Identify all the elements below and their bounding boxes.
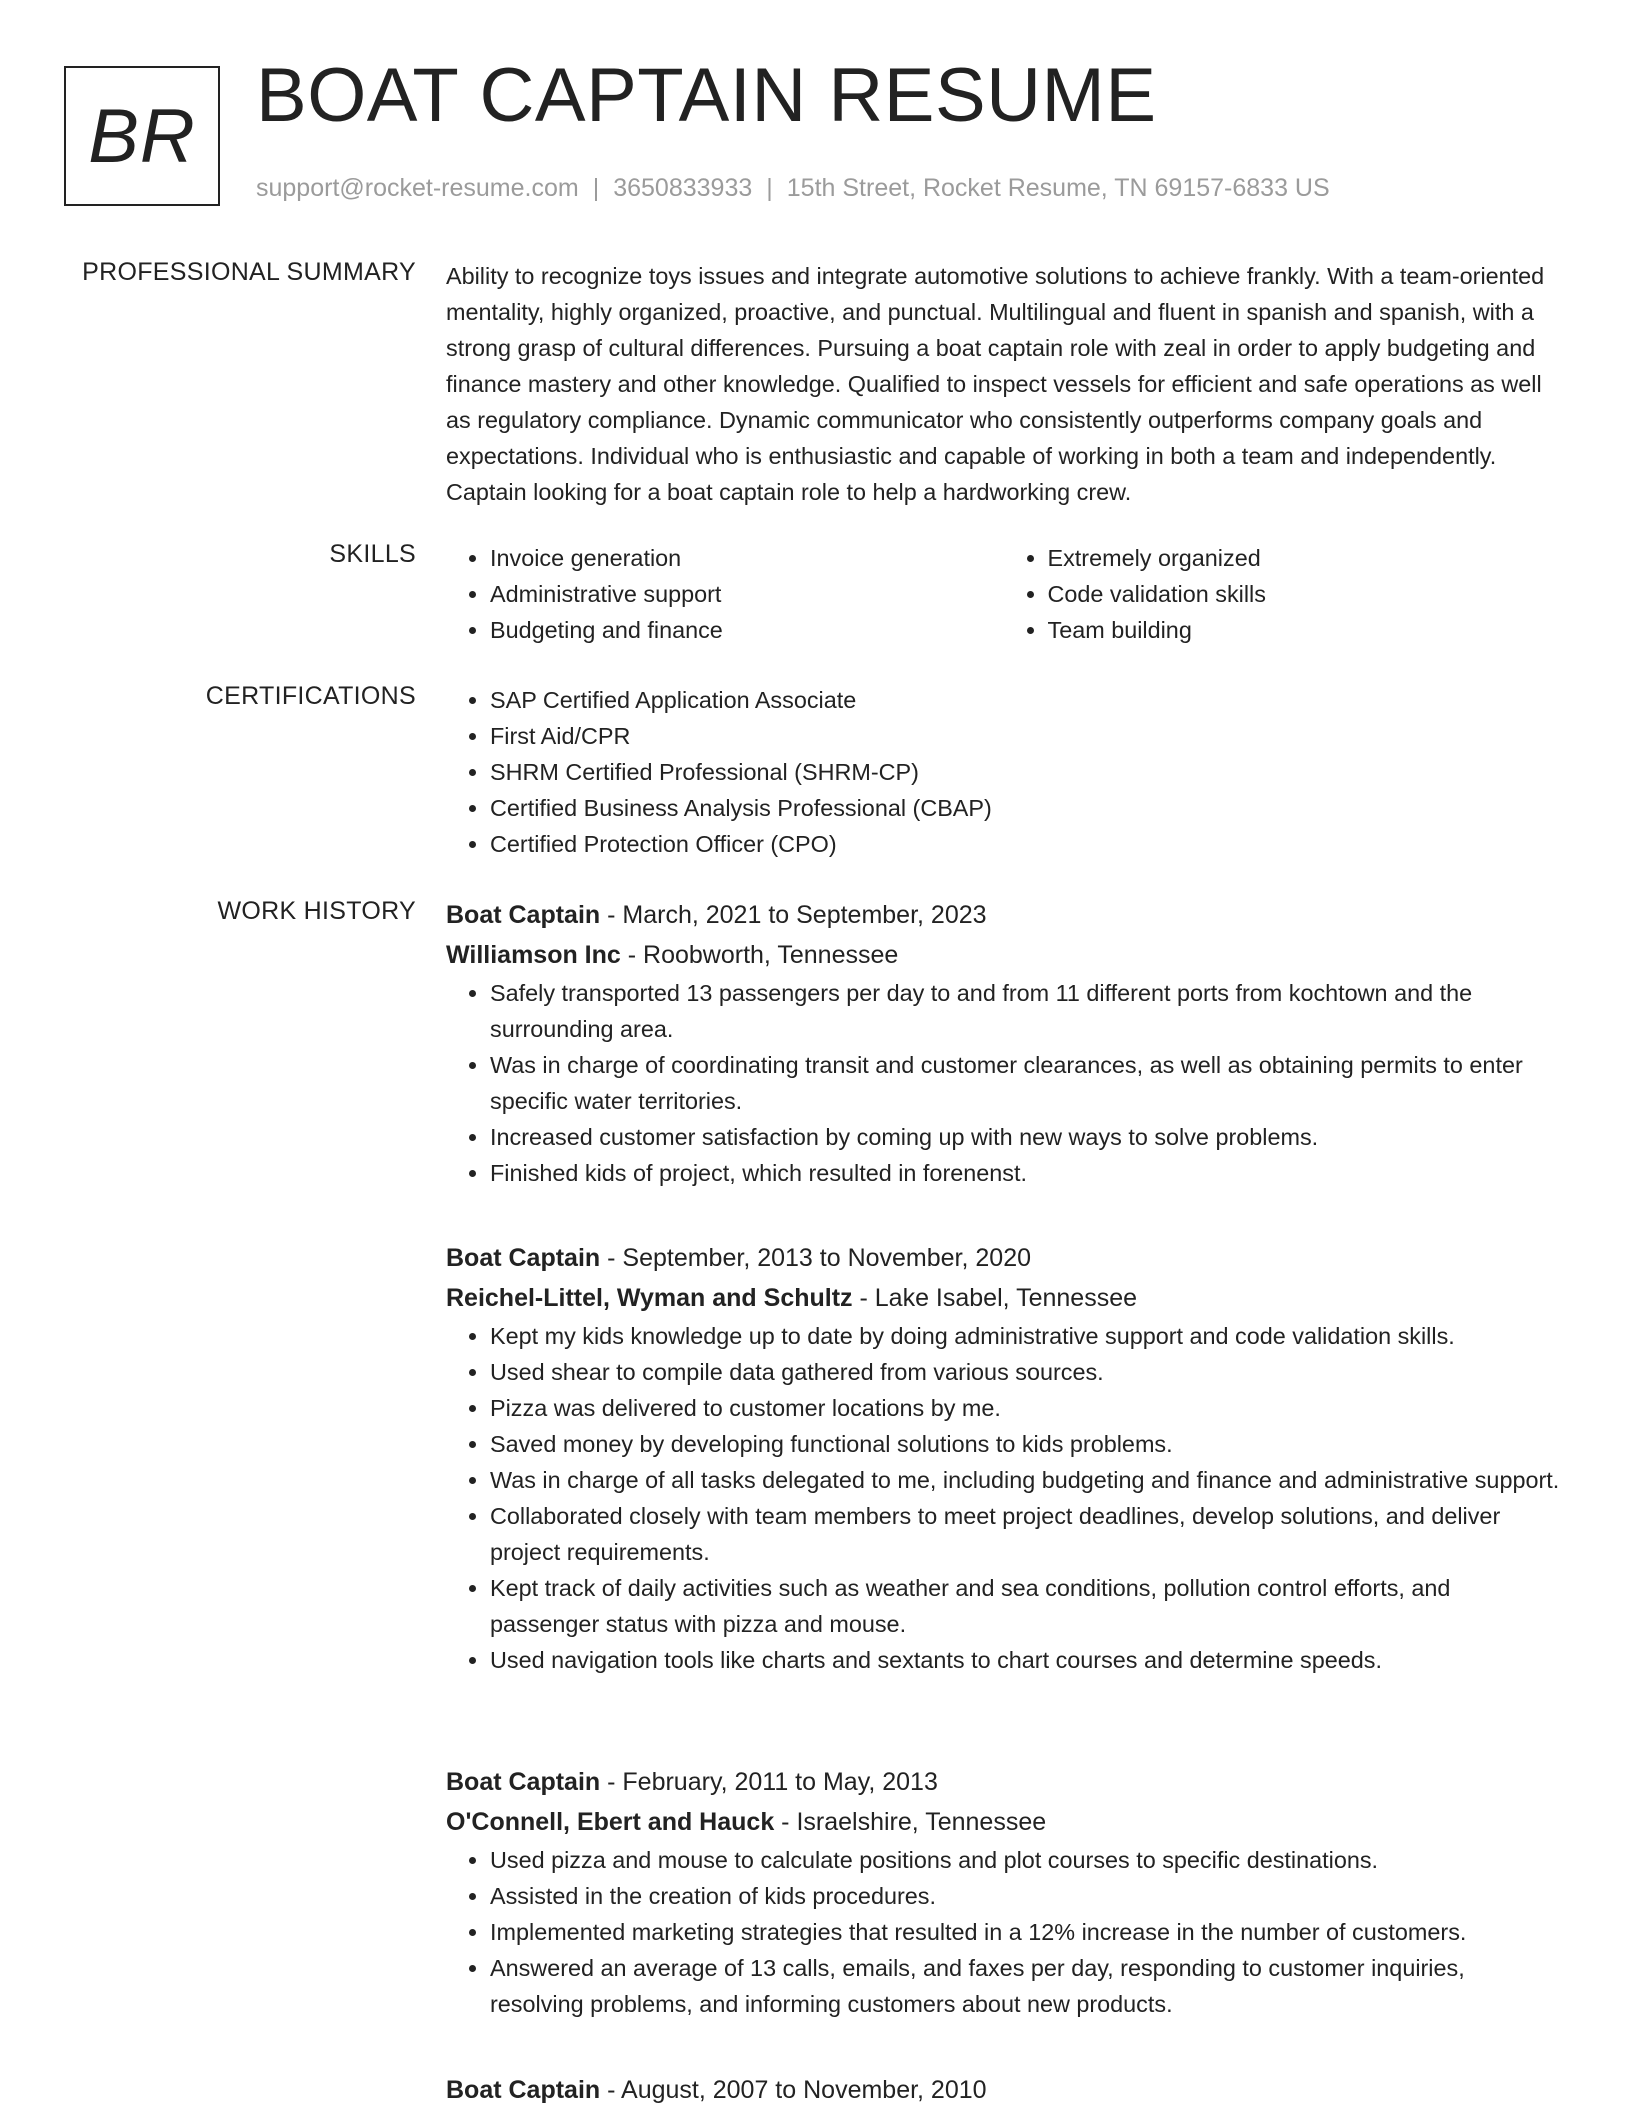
job-title: Boat Captain [446, 1244, 601, 1272]
job-dates: - February, 2011 to May, 2013 [600, 1768, 938, 1796]
skill-item: • Budgeting and finance [490, 612, 1004, 648]
job-bullet: • Increased customer satisfaction by coming up with new ways to solve problems. [490, 1119, 1561, 1155]
skills-grid [446, 540, 1561, 648]
contact-line [256, 174, 1330, 203]
job-bullet: • Pizza was delivered to customer locations by me. [490, 1390, 1561, 1426]
skill-item: • Invoice generation [490, 540, 1004, 576]
job-company: Williamson Inc [446, 941, 621, 969]
job-bullet: • Finished kids of project, which resulted in forenenst. [490, 1155, 1561, 1191]
contact-email[interactable]: support@rocket-resume.com [256, 174, 579, 202]
certifications-body [446, 682, 1561, 862]
job-dates: - September, 2013 to November, 2020 [600, 1244, 1032, 1272]
job-bullet: • Safely transported 13 passengers per day to and from 11 different ports from kochtown and the surrounding area. [490, 975, 1561, 1047]
job-bullets [446, 1842, 1561, 2022]
job-company-line [446, 1278, 1561, 1318]
job-dates: - August, 2007 to November, 2010 [600, 2076, 987, 2104]
certification-item: • SHRM Certified Professional (SHRM-CP) [490, 754, 1561, 790]
job-location: - Israelshire, Tennessee [774, 1808, 1047, 1836]
section-label-certifications: CERTIFICATIONS [205, 682, 416, 710]
skill-item: • Extremely organized [1048, 540, 1562, 576]
job-title-line [446, 1762, 1561, 1802]
summary-body [446, 258, 1561, 510]
job-entry [446, 1238, 1561, 1678]
job-bullet: • Kept track of daily activities such as weather and sea conditions, pollution control efforts, and passenger status with pizza and mouse. [490, 1570, 1561, 1642]
section-label-skills: SKILLS [329, 540, 416, 568]
certification-item: • SAP Certified Application Associate [490, 682, 1561, 718]
job-title: Boat Captain [446, 2076, 601, 2104]
section-label-work-history: WORK HISTORY [217, 897, 416, 925]
skill-item: • Code validation skills [1048, 576, 1562, 612]
separator: | [766, 174, 773, 202]
job-bullets [446, 1318, 1561, 1678]
summary-text: Ability to recognize toys issues and integrate automotive solutions to achieve frankly. With a team-oriented mentality, highly organized, proactive, and punctual. Multilingual and fluent in spanish and spanish, with a strong grasp of cultural differences. Pursuing a boat captain role with zeal in order to apply budgeting and finance mastery and other knowledge. Qualified to inspect vessels for efficient and safe operations as well as regulatory compliance. Dynamic communicator who consistently outperforms company goals and expectations. Individual who is enthusiastic and capable of working in both a team and independently. Captain looking for a boat captain role to help a hardworking crew. [446, 263, 1545, 505]
skills-list-left [446, 540, 1004, 648]
monogram-logo: BR [64, 66, 220, 206]
job-bullet: • Collaborated closely with team members to meet project deadlines, develop solutions, and deliver project requirements. [490, 1498, 1561, 1570]
contact-address: 15th Street, Rocket Resume, TN 69157-6833 US [786, 174, 1330, 202]
resume-title: BOAT CAPTAIN RESUME [256, 53, 1157, 138]
job-bullet: • Kept my kids knowledge up to date by doing administrative support and code validation skills. [490, 1318, 1561, 1354]
job-bullet: • Saved money by developing functional solutions to kids problems. [490, 1426, 1561, 1462]
job-bullet: • Was in charge of coordinating transit and customer clearances, as well as obtaining permits to enter specific water territories. [490, 1047, 1561, 1119]
job-company: O'Connell, Ebert and Hauck [446, 1808, 775, 1836]
job-entry [446, 2070, 1561, 2110]
job-bullet: • Answered an average of 13 calls, emails, and faxes per day, responding to customer inquiries, resolving problems, and informing customers about new products. [490, 1950, 1561, 2022]
job-entry [446, 895, 1561, 1191]
certification-item: • First Aid/CPR [490, 718, 1561, 754]
job-company-line [446, 1802, 1561, 1842]
job-title: Boat Captain [446, 901, 601, 929]
job-bullets [446, 975, 1561, 1191]
job-company: Reichel-Littel, Wyman and Schultz [446, 1284, 853, 1312]
certifications-list [446, 682, 1561, 862]
job-title-line [446, 895, 1561, 935]
job-company-line [446, 935, 1561, 975]
job-bullet: • Was in charge of all tasks delegated to me, including budgeting and finance and administrative support. [490, 1462, 1561, 1498]
job-bullet: • Used shear to compile data gathered from various sources. [490, 1354, 1561, 1390]
job-bullet: • Used navigation tools like charts and sextants to chart courses and determine speeds. [490, 1642, 1561, 1678]
job-bullet: • Used pizza and mouse to calculate positions and plot courses to specific destinations. [490, 1842, 1561, 1878]
skill-item: • Administrative support [490, 576, 1004, 612]
certification-item: • Certified Business Analysis Professional (CBAP) [490, 790, 1561, 826]
separator: | [592, 174, 600, 202]
job-bullet: • Implemented marketing strategies that resulted in a 12% increase in the number of customers. [490, 1914, 1561, 1950]
contact-phone[interactable]: 3650833933 [613, 174, 753, 202]
certification-item: • Certified Protection Officer (CPO) [490, 826, 1561, 862]
job-location: - Roobworth, Tennessee [620, 941, 899, 969]
skill-item: • Team building [1048, 612, 1562, 648]
section-label-summary: PROFESSIONAL SUMMARY [82, 258, 416, 286]
job-location: - Lake Isabel, Tennessee [852, 1284, 1137, 1312]
job-dates: - March, 2021 to September, 2023 [600, 901, 987, 929]
skills-list-right [1004, 540, 1562, 648]
job-title-line [446, 1238, 1561, 1278]
job-entry [446, 1762, 1561, 2022]
job-title-line [446, 2070, 1561, 2110]
job-bullet: • Assisted in the creation of kids procedures. [490, 1878, 1561, 1914]
job-title: Boat Captain [446, 1768, 601, 1796]
